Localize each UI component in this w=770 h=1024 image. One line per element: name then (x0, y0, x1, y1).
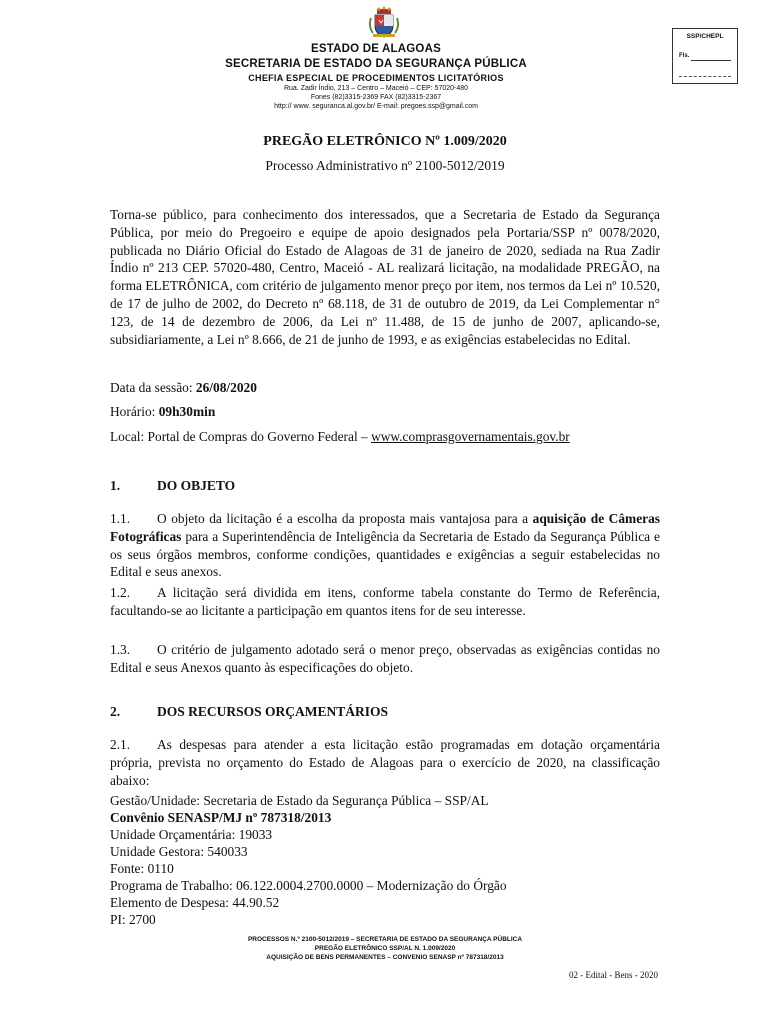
budget-management-unit: Gestão/Unidade: Secretaria de Estado da Segurança Pública – SSP/AL (110, 793, 489, 808)
item-1-2-text: A licitação será dividida em itens, conforme tabela constante do Termo de Referência, facultando-se ao licitante a participação em quantos itens for de seu interesse. (110, 585, 660, 618)
header-phones: Fones (82)3315-2369 FAX (82)3315-2367 (310, 94, 442, 101)
item-1-3-number: 1.3. (110, 642, 131, 657)
page-reference: 02 - Edital - Bens - 2020 (569, 970, 658, 980)
session-date-line (110, 380, 257, 396)
work-program: Programa de Trabalho: 06.122.0004.2700.0000 – Modernização do Órgão (110, 878, 507, 893)
header-web: http:// www. seguranca.al.gov.br/ E-mail: pregoes.ssp@gmail.com (274, 103, 478, 110)
header-address: Rua. Zadir Índio, 213 – Centro – Maceió – CEP: 57020-480 (283, 85, 469, 92)
session-date-value: 26/08/2020 (195, 380, 257, 395)
protocol-stamp (672, 28, 738, 84)
item-1-1-number: 1.1. (110, 511, 131, 526)
header-state: ESTADO DE ALAGOAS (311, 43, 441, 55)
budget-agreement: Convênio SENASP/MJ nº 787318/2013 (110, 810, 332, 825)
session-time-label: Horário: (110, 404, 159, 419)
footer-process: PROCESSOS N.º 2100-5012/2019 – SECRETARIA DE ESTADO DA SEGURANÇA PÚBLICA (247, 936, 523, 943)
header-secretariat: SECRETARIA DE ESTADO DA SEGURANÇA PÚBLICA (225, 58, 527, 70)
session-time-line (110, 404, 215, 420)
section-1-title: DO OBJETO (157, 478, 236, 493)
item-2-1 (110, 736, 660, 789)
session-time-value: 09h30min (158, 404, 216, 419)
item-1-2-number: 1.2. (110, 585, 131, 600)
item-2-1-text: As despesas para atender a esta licitação estão programadas em dotação orçamentária própria, prevista no orçamento do Estado de Alagoas para o exercício de 2020, na classificação abaixo: (110, 737, 660, 788)
budget-source: Fonte: 0110 (110, 861, 174, 876)
intro-paragraph: Torna-se público, para conhecimento dos interessados, que a Secretaria de Estado da Segurança Pública, por meio do Pregoeiro e equipe de apoio designados pela Portaria/SSP nº 0078/2020, publicada no Diário Oficial do Estado de Alagoas de 31 de janeiro de 2020, sediada na Rua Zadir Índio nº 213 CEP. 57020-480, Centro, Maceió - AL realizará licitação, na modalidade PREGÃO, na forma ELETRÔNICA, com critério de julgamento menor preço por item, nos termos da Lei nº 10.520, de 17 de julho de 2002, do Decreto nº 68.118, de 31 de outubro de 2019, da Lei Complementar n° 123, de 14 de dezembro de 2006, da Lei nº 11.488, de 15 de junho de 2007, aplicando-se, subsidiariamente, a Lei nº 8.666, de 21 de junho de 1993, e as exigências estabelecidas no Edital. (110, 207, 660, 347)
item-1-1-text-end: para a Superintendência de Inteligência da Secretaria de Estado da Segurança Pública e os seus órgãos membros, conforme condições, quantidades e exigências a seguir estabelecidas no Edital e seus anexos. (110, 528, 660, 580)
session-place-line (110, 429, 570, 445)
folio-label: Fls. (679, 53, 690, 59)
section-2-title: DOS RECURSOS ORÇAMENTÁRIOS (157, 704, 389, 719)
managing-unit: Unidade Gestora: 540033 (110, 844, 248, 859)
budget-pi: PI: 2700 (110, 912, 156, 927)
compras-governamentais-link[interactable]: www.comprasgovernamentais.gov.br (371, 429, 570, 444)
header-department: CHEFIA ESPECIAL DE PROCEDIMENTOS LICITATÓRIOS (248, 73, 504, 83)
folio-line (691, 60, 731, 61)
item-1-1-object: aquisição de Câmeras Fotográficas (110, 511, 660, 544)
footer-acquisition: AQUISIÇÃO DE BENS PERMANENTES – CONVENIO SENASP nº 787318/2013 (266, 954, 504, 961)
session-date-label: Data da sessão: (110, 380, 196, 395)
section-1-number: 1. (110, 478, 121, 493)
process-number: Processo Administrativo nº 2100-5012/2019 (265, 158, 505, 173)
stamp-signature-line (679, 76, 731, 77)
item-2-1-number: 2.1. (110, 737, 131, 752)
footer-pregao: PREGÃO ELETRÔNICO SSP/AL N. 1.009/2020 (314, 945, 456, 952)
session-place-label: Local: Portal de Compras do Governo Federal – (110, 429, 372, 444)
stamp-title: SSP/CHEPL (686, 33, 724, 40)
item-1-2 (110, 584, 660, 620)
item-1-3-text: O critério de julgamento adotado será o menor preço, observadas as exigências contidas no Edital e seus Anexos quanto às especificações do objeto. (110, 642, 660, 675)
budget-unit: Unidade Orçamentária: 19033 (110, 827, 273, 842)
section-2-number: 2. (110, 704, 121, 719)
item-1-1-text-start: O objeto da licitação é a escolha da proposta mais vantajosa para a (157, 511, 533, 526)
document-title: PREGÃO ELETRÔNICO Nº 1.009/2020 (263, 134, 507, 149)
item-1-1 (110, 510, 660, 581)
state-coat-of-arms-icon (367, 6, 401, 40)
expense-element: Elemento de Despesa: 44.90.52 (110, 895, 280, 910)
item-1-3 (110, 641, 660, 677)
